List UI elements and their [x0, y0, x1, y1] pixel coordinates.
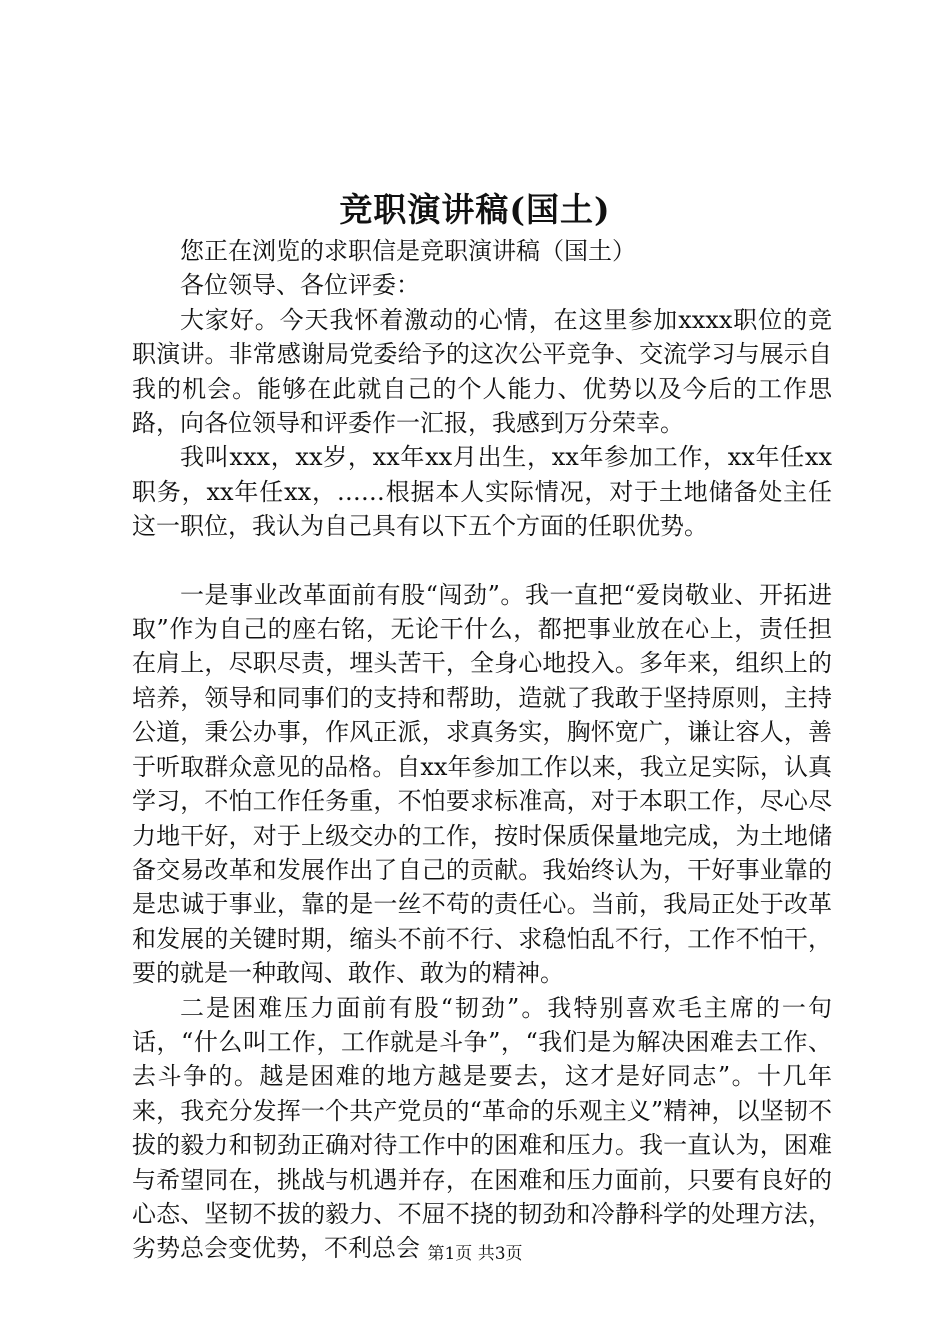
- paragraph-self-intro: 我叫xxx，xx岁，xx年xx月出生，xx年参加工作，xx年任xx职务，xx年任xx，……根据本人实际情况，对于土地储备处主任这一职位，我认为自己具有以下五个方面的任职优势。: [132, 443, 832, 541]
- page-footer: 第1页 共3页: [427, 1244, 523, 1264]
- paragraph-greeting: 大家好。今天我怀着激动的心情，在这里参加xxxx职位的竞职演讲。非常感谢局党委给予的这次公平竞争、交流学习与展示自我的机会。能够在此就自己的个人能力、优势以及今后的工作思路，向各位领导和评委作一汇报，我感到万分荣幸。: [132, 305, 832, 438]
- salutation: 各位领导、各位评委：: [180, 271, 420, 300]
- document-title: 竞职演讲稿(国土): [339, 190, 611, 229]
- paragraph-advantage-two: 二是困难压力面前有股“韧劲”。我特别喜欢毛主席的一句话，“什么叫工作，工作就是斗争”，“我们是为解决困难去工作、去斗争的。越是困难的地方越是要去，这才是好同志”。十几年来，我充分发挥一个共产党员的“革命的乐观主义”精神，以坚韧不拔的毅力和韧劲正确对待工作中的困难和压力。我一直认为，困难与希望同在，挑战与机遇并存，在困难和压力面前，只要有良好的心态、坚韧不拔的毅力、不屈不挠的韧劲和冷静科学的处理方法，劣势总会变优势，不利总会: [132, 993, 832, 1263]
- intro-line: 您正在浏览的求职信是竞职演讲稿（国土）: [180, 237, 636, 265]
- paragraph-advantage-one: 一是事业改革面前有股“闯劲”。我一直把“爱岗敬业、开拓进取”作为自己的座右铭，无论干什么，都把事业放在心上，责任担在肩上，尽职尽责，埋头苦干，全身心地投入。多年来，组织上的培养，领导和同事们的支持和帮助，造就了我敢于坚持原则，主持公道，秉公办事，作风正派，求真务实，胸怀宽广，谦让容人，善于听取群众意见的品格。自xx年参加工作以来，我立足实际，认真学习，不怕工作任务重，不怕要求标准高，对于本职工作，尽心尽力地干好，对于上级交办的工作，按时保质保量地完成，为土地储备交易改革和发展作出了自己的贡献。我始终认为，干好事业靠的是忠诚于事业，靠的是一丝不苟的责任心。当前，我局正处于改革和发展的关键时期，缩头不前不行、求稳怕乱不行，工作不怕干，要的就是一种敢闯、敢作、敢为的精神。: [132, 580, 832, 988]
- document-body: [132, 234, 832, 1266]
